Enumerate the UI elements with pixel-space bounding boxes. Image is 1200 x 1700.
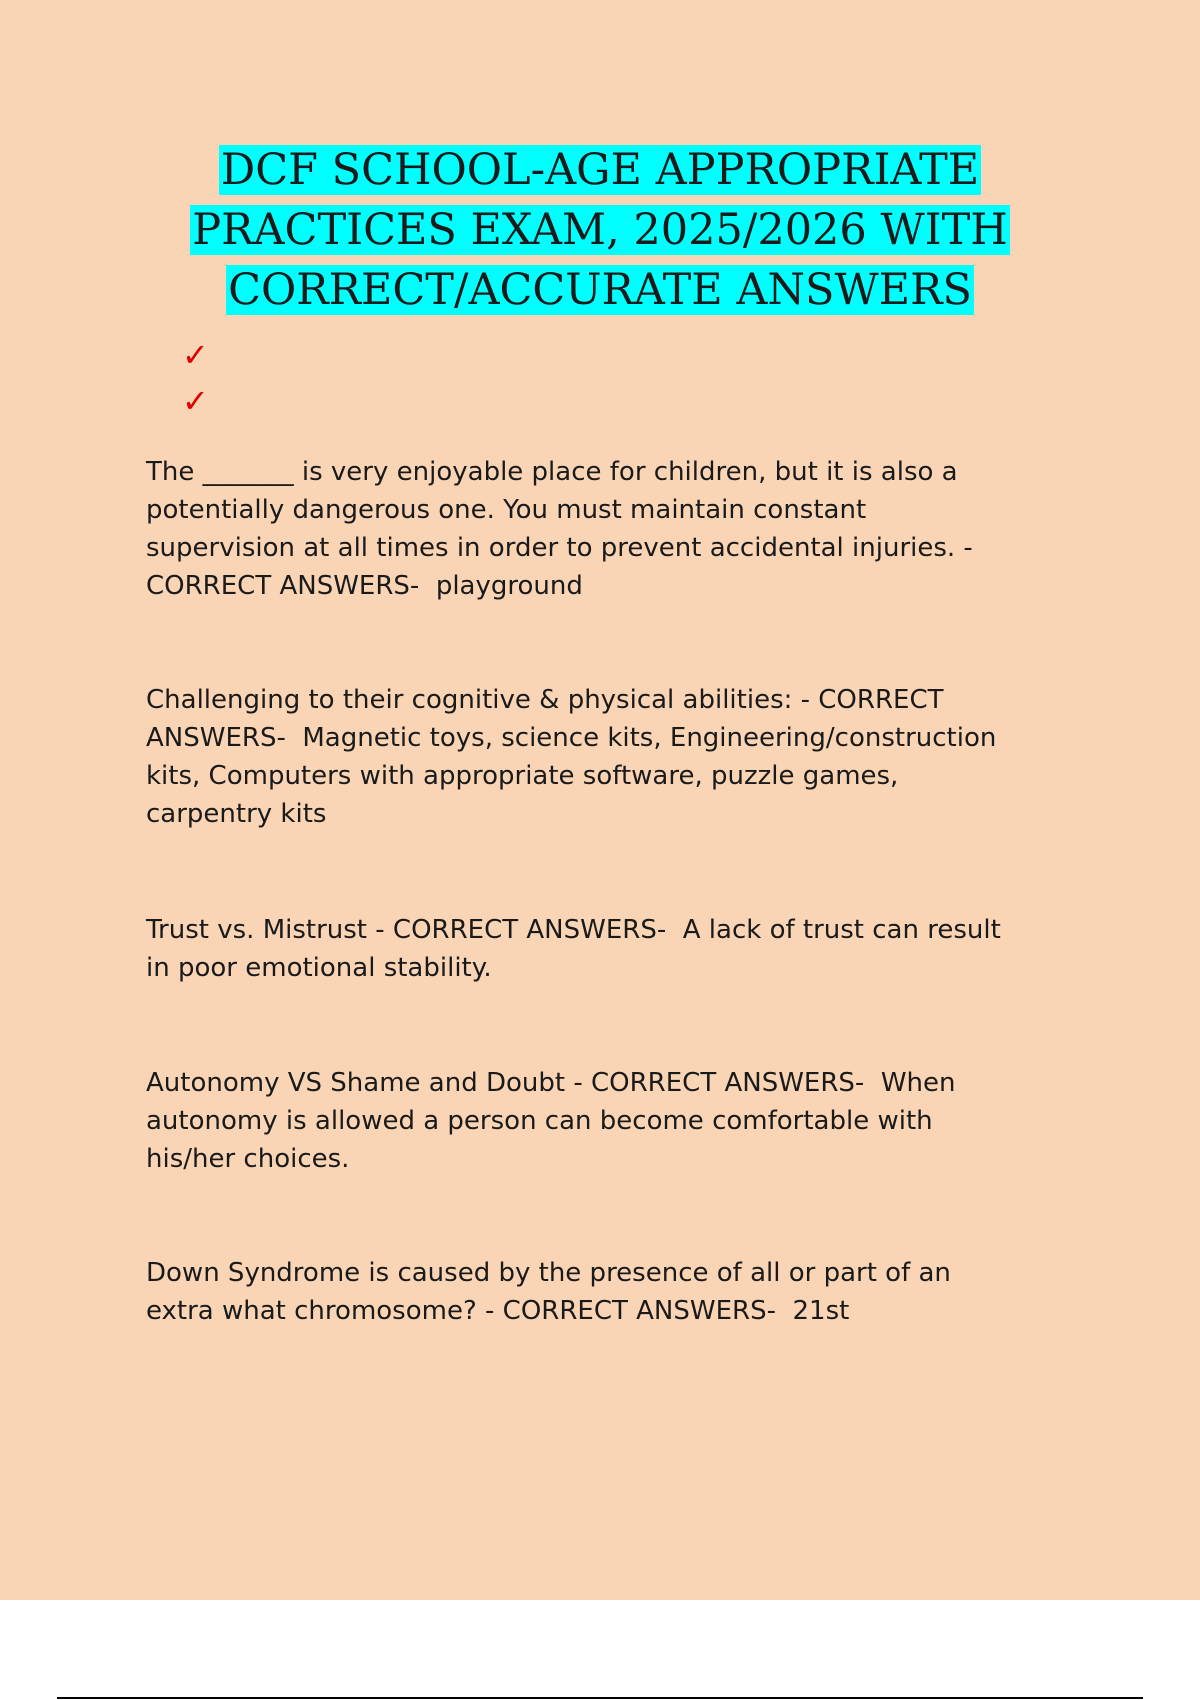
title-line: CORRECT/ACCURATE ANSWERS (228, 265, 972, 315)
check-mark-icon: ✓ (182, 382, 209, 420)
question-answer-item: Trust vs. Mistrust - CORRECT ANSWERS- A lack of trust can result in poor emotional stability. (146, 915, 1001, 983)
title-line: PRACTICES EXAM, 2025/2026 WITH (192, 205, 1008, 255)
question-answer-item: Challenging to their cognitive & physical abilities: - CORRECT ANSWERS- Magnetic toys, science kits, Engineering/construction kits, Computers with appropriate software, puzzle games, carpentry kits (146, 685, 997, 829)
document-title (100, 140, 1100, 320)
check-mark-list (182, 332, 209, 424)
question-answer-item: Autonomy VS Shame and Doubt - CORRECT ANSWERS- When autonomy is allowed a person can become comfortable with his/her choices. (146, 1068, 956, 1174)
question-answer-item: The _______ is very enjoyable place for children, but it is also a potentially dangerous one. You must maintain constant supervision at all times in order to prevent accidental injuries. - CORRECT ANSWERS- playground (146, 457, 973, 601)
title-line: DCF SCHOOL-AGE APPROPRIATE (220, 145, 980, 195)
check-mark-icon: ✓ (182, 336, 209, 374)
question-answer-item: Down Syndrome is caused by the presence of all or part of an extra what chromosome? - CORRECT ANSWERS- 21st (146, 1258, 951, 1326)
footer-divider (57, 1697, 1143, 1699)
